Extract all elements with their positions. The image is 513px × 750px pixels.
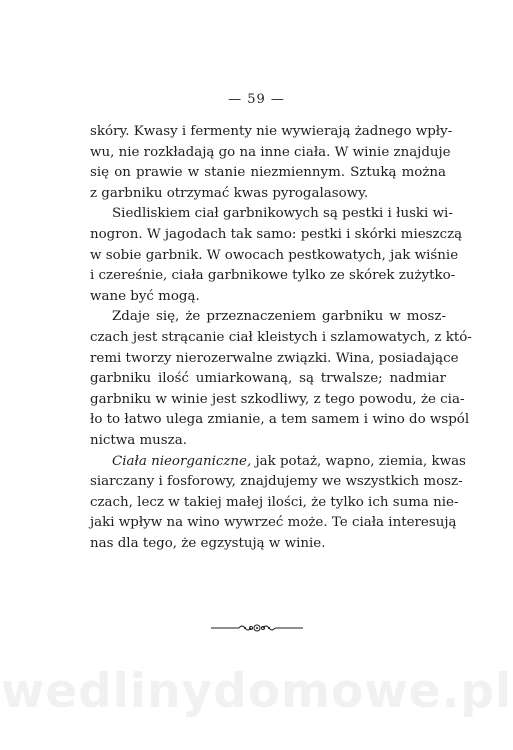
text-line: siarczany i fosforowy, znajdujemy we wszystkich mosz- [90, 474, 463, 490]
text-line: nogron. W jagodach tak samo: pestki i skórki mieszczą [90, 226, 463, 242]
text-line: w sobie garbnik. W owocach pestkowatych, jak wiśnie [90, 247, 459, 263]
paragraph-4 [90, 452, 466, 555]
text-line: czach, lecz w takiej małej ilości, że tylko ich suma nie- [90, 494, 459, 510]
text-line: jaki wpływ na wino wywrzeć może. Te ciała interesują [90, 515, 457, 531]
text-line: Zdaje się, że przeznaczeniem garbniku w mosz- [112, 309, 446, 325]
text-line: ło to łatwo ulega zmianie, a tem samem i wino do wspól [90, 412, 470, 428]
text-line: garbniku ilość umiarkowaną, są trwalsze; nadmiar [90, 371, 446, 387]
ornament-divider-icon [209, 623, 305, 633]
ornament-divider [0, 618, 513, 637]
text-line: remi tworzy nierozerwalne związki. Wina, posiadające [90, 350, 459, 366]
text-line: z garbniku otrzymać kwas pyrogalasowy. [90, 185, 369, 201]
text-line: się on prawie w stanie niezmiennym. Sztuką można [90, 165, 446, 181]
text-line: nictwa musza. [90, 432, 187, 448]
text-line: wu, nie rozkładają go na inne ciała. W winie znajduje [90, 144, 451, 160]
text-block [90, 122, 472, 554]
paragraph-1 [90, 122, 453, 204]
paragraph-2 [90, 204, 463, 307]
text-line [90, 452, 466, 473]
text-line: wane być mogą. [90, 288, 200, 304]
text-line: skóry. Kwasy i fermenty nie wywierają żadnego wpły- [90, 124, 453, 139]
text-fragment: jak potaż, wapno, ziemia, kwas [251, 453, 466, 469]
italic-lead: Ciała nieorganiczne, [112, 453, 252, 469]
text-line: garbniku w winie jest szkodliwy, z tego powodu, że cia- [90, 391, 465, 407]
text-line: nas dla tego, że egzystują w winie. [90, 535, 326, 551]
paragraph-3 [90, 307, 472, 451]
text-line: Siedliskiem ciał garbnikowych są pestki i łuski wi- [112, 206, 453, 222]
watermark: wedlinydomowe.pl [0, 664, 513, 719]
page-number: — 59 — [228, 92, 285, 107]
text-line: i czereśnie, ciała garbnikowe tylko ze skórek zużytko- [90, 268, 456, 284]
text-line: czach jest strącanie ciał kleistych i szlamowatych, z któ- [90, 329, 472, 345]
